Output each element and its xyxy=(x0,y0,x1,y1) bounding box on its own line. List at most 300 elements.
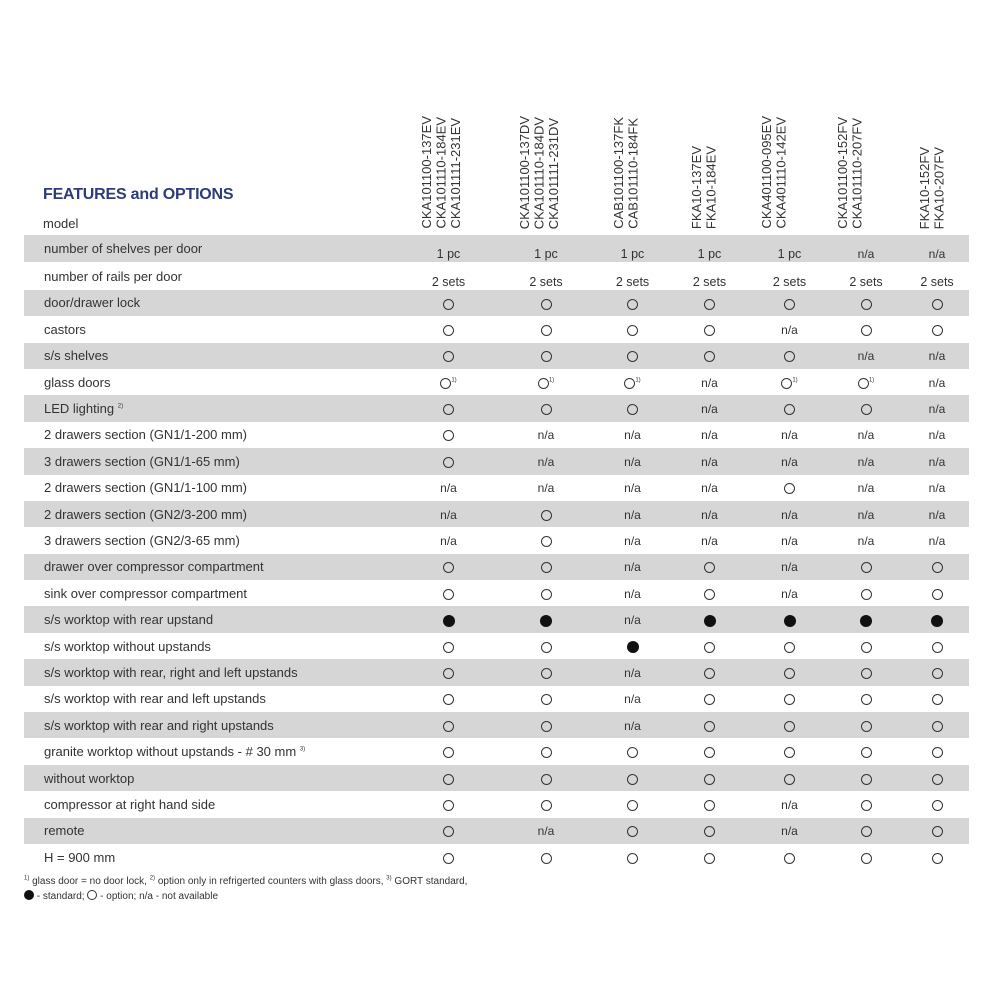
cell-value: n/a xyxy=(857,428,875,443)
option-circle-icon xyxy=(784,747,795,758)
option-circle-icon xyxy=(704,562,715,573)
model-name: FKA10-137EV xyxy=(689,145,704,229)
option-cell xyxy=(827,765,905,791)
option-cell xyxy=(403,343,494,369)
option-cell xyxy=(827,844,905,870)
option-cell xyxy=(752,765,827,791)
not-available-cell xyxy=(752,527,827,553)
option-circle-icon xyxy=(443,642,454,653)
table-row xyxy=(24,580,969,606)
model-label: model xyxy=(43,216,79,231)
option-cell xyxy=(667,554,752,580)
option-cell xyxy=(752,395,827,421)
table-row xyxy=(24,395,969,421)
model-name: CKA101100-152FV xyxy=(835,117,850,229)
option-circle-icon xyxy=(704,826,715,837)
cell-value: n/a xyxy=(701,428,718,443)
option-cell xyxy=(494,343,598,369)
cell-value: n/a xyxy=(701,533,718,548)
not-available-cell xyxy=(905,235,969,262)
not-available-cell xyxy=(827,475,905,501)
legend-option: - option; n/a - not available xyxy=(100,891,219,902)
standard-cell xyxy=(598,633,667,659)
feature-label-text: remote xyxy=(44,823,85,839)
cell-value: n/a xyxy=(537,428,555,443)
option-cell xyxy=(667,686,752,712)
option-circle-icon xyxy=(704,721,715,732)
standard-dot-icon xyxy=(443,615,455,627)
feature-label-text: door/drawer lock xyxy=(44,295,141,311)
cell-value: n/a xyxy=(624,454,641,469)
not-available-cell xyxy=(827,527,905,553)
feature-label xyxy=(24,290,403,316)
option-circle-icon xyxy=(704,694,715,705)
option-cell xyxy=(403,448,494,474)
standard-cell xyxy=(905,606,969,632)
cell-value: n/a xyxy=(537,481,555,496)
footnote-marker: 2) xyxy=(149,875,156,882)
cell-value: n/a xyxy=(928,507,946,522)
value-cell xyxy=(598,235,667,262)
option-cell xyxy=(403,316,494,342)
option-cell xyxy=(752,844,827,870)
cell-value: 2 sets xyxy=(772,274,807,289)
table-row xyxy=(24,738,969,764)
option-cell xyxy=(494,712,598,738)
option-circle-icon xyxy=(932,800,943,811)
option-circle-icon xyxy=(704,774,715,785)
legend-standard: - standard; xyxy=(36,891,85,902)
option-circle-icon xyxy=(861,325,872,336)
not-available-cell xyxy=(905,369,969,395)
option-circle-icon xyxy=(440,378,451,389)
table-row xyxy=(24,501,969,527)
feature-label-text: compressor at right hand side xyxy=(44,796,216,812)
option-circle-icon xyxy=(87,890,97,900)
cell-value: n/a xyxy=(537,824,555,839)
model-name: FKA10-152FV xyxy=(917,146,932,229)
option-circle-icon xyxy=(932,668,943,679)
feature-label-text: 3 drawers section (GN2/3-65 mm) xyxy=(44,532,240,548)
option-cell xyxy=(403,290,494,316)
option-circle-icon xyxy=(861,721,872,732)
feature-label xyxy=(24,527,403,553)
not-available-cell xyxy=(752,554,827,580)
feature-label xyxy=(24,844,403,870)
not-available-cell xyxy=(598,448,667,474)
option-circle-icon xyxy=(541,721,552,732)
not-available-cell xyxy=(598,527,667,553)
feature-label-text: s/s worktop without upstands xyxy=(44,638,211,654)
footnotes xyxy=(24,874,467,904)
option-cell xyxy=(403,712,494,738)
option-cell xyxy=(403,844,494,870)
value-cell xyxy=(494,235,598,262)
standard-dot-icon xyxy=(24,890,34,900)
option-circle-icon xyxy=(541,694,552,705)
feature-label-text: number of rails per door xyxy=(44,268,183,284)
option-circle-icon xyxy=(932,325,943,336)
model-name: FKA10-207FV xyxy=(931,146,947,229)
option-cell xyxy=(752,290,827,316)
feature-label-text: number of shelves per door xyxy=(44,241,203,257)
value-cell xyxy=(667,262,752,289)
not-available-cell xyxy=(598,659,667,685)
option-circle-icon xyxy=(784,299,795,310)
not-available-cell xyxy=(667,501,752,527)
option-cell xyxy=(667,712,752,738)
value-cell xyxy=(598,262,667,289)
not-available-cell xyxy=(827,422,905,448)
option-circle-icon xyxy=(861,404,872,415)
option-circle-icon xyxy=(784,774,795,785)
not-available-cell xyxy=(905,343,969,369)
option-cell xyxy=(494,738,598,764)
option-cell xyxy=(827,290,905,316)
option-circle-icon xyxy=(861,853,872,864)
option-cell xyxy=(403,659,494,685)
option-circle-icon xyxy=(627,853,638,864)
option-circle-icon xyxy=(541,404,552,415)
footnote-line xyxy=(24,874,467,889)
option-cell xyxy=(667,580,752,606)
feature-label xyxy=(24,738,403,764)
table-row xyxy=(24,527,969,553)
not-available-cell xyxy=(598,686,667,712)
option-cell xyxy=(403,554,494,580)
option-circle-icon xyxy=(541,853,552,864)
option-cell xyxy=(494,369,598,395)
not-available-cell xyxy=(905,501,969,527)
page-title: FEATURES and OPTIONS xyxy=(43,186,234,203)
option-cell xyxy=(827,791,905,817)
option-cell xyxy=(905,554,969,580)
option-circle-icon xyxy=(443,457,454,468)
not-available-cell xyxy=(667,395,752,421)
option-cell xyxy=(403,765,494,791)
option-circle-icon xyxy=(627,351,638,362)
option-circle-icon xyxy=(784,404,795,415)
not-available-cell xyxy=(752,501,827,527)
feature-label xyxy=(24,791,403,817)
cell-value: 2 sets xyxy=(920,274,954,289)
feature-label-text: 2 drawers section (GN1/1-200 mm) xyxy=(44,427,248,443)
cell-value: n/a xyxy=(928,428,946,443)
option-circle-icon xyxy=(627,747,638,758)
model-name: CKA101110-184DV xyxy=(531,116,547,229)
footnote-option: option only in refrigerted counters with glass doors, xyxy=(157,876,384,887)
cell-value: n/a xyxy=(624,428,641,443)
feature-label-text: glass doors xyxy=(44,374,111,390)
feature-label xyxy=(24,818,403,844)
cell-value: 1 pc xyxy=(534,247,558,262)
option-cell xyxy=(598,395,667,421)
option-circle-icon xyxy=(627,800,638,811)
option-circle-icon xyxy=(932,826,943,837)
feature-label-text: s/s worktop with rear and left upstands xyxy=(44,691,266,707)
option-circle-icon xyxy=(538,378,549,389)
standard-dot-icon xyxy=(931,615,943,627)
value-cell xyxy=(905,262,969,289)
option-circle-icon xyxy=(541,668,552,679)
standard-dot-icon xyxy=(540,615,552,627)
feature-label xyxy=(24,262,403,289)
not-available-cell xyxy=(905,448,969,474)
option-circle-icon xyxy=(541,510,552,521)
option-cell xyxy=(752,343,827,369)
option-circle-icon xyxy=(443,299,454,310)
option-circle-icon xyxy=(932,774,943,785)
option-cell xyxy=(494,686,598,712)
not-available-cell xyxy=(752,316,827,342)
standard-cell xyxy=(494,606,598,632)
option-circle-icon xyxy=(541,800,552,811)
footnote-marker: 1) xyxy=(868,377,875,384)
cell-value: n/a xyxy=(781,322,798,337)
value-cell xyxy=(827,262,905,289)
option-cell xyxy=(827,395,905,421)
standard-cell xyxy=(667,606,752,632)
table-row xyxy=(24,686,969,712)
feature-label-text: s/s worktop with rear, right and left upstands xyxy=(44,664,298,680)
option-cell xyxy=(827,554,905,580)
model-name: CKA401110-142EV xyxy=(773,117,789,229)
not-available-cell xyxy=(403,501,494,527)
option-circle-icon xyxy=(541,589,552,600)
feature-label xyxy=(24,235,403,262)
option-cell xyxy=(403,738,494,764)
option-circle-icon xyxy=(443,721,454,732)
cell-value: n/a xyxy=(781,586,798,601)
cell-value: n/a xyxy=(701,507,718,522)
option-circle-icon xyxy=(861,694,872,705)
cell-value: n/a xyxy=(857,247,875,262)
not-available-cell xyxy=(827,343,905,369)
cell-value: n/a xyxy=(701,375,718,390)
cell-value: 2 sets xyxy=(615,274,650,289)
footnote-marker: 1) xyxy=(24,875,30,882)
option-cell xyxy=(752,712,827,738)
standard-dot-icon xyxy=(627,641,639,653)
model-name: CAB101100-137FK xyxy=(611,117,626,229)
footnote-glass-door: glass door = no door lock, xyxy=(32,876,147,887)
model-name: CKA101111-231EV xyxy=(448,118,463,229)
footnote-marker: 3) xyxy=(299,746,306,753)
feature-label xyxy=(24,633,403,659)
table-row xyxy=(24,712,969,738)
option-circle-icon xyxy=(704,668,715,679)
not-available-cell xyxy=(667,475,752,501)
option-cell xyxy=(667,738,752,764)
option-circle-icon xyxy=(627,774,638,785)
features-table xyxy=(24,235,969,870)
option-cell xyxy=(403,395,494,421)
not-available-cell xyxy=(905,395,969,421)
cell-value: n/a xyxy=(624,481,641,496)
option-cell xyxy=(905,316,969,342)
option-circle-icon xyxy=(627,325,638,336)
cell-value: n/a xyxy=(701,481,718,496)
option-cell xyxy=(403,580,494,606)
feature-label xyxy=(24,686,403,712)
table-row xyxy=(24,844,969,870)
option-circle-icon xyxy=(541,536,552,547)
option-circle-icon xyxy=(704,747,715,758)
option-cell xyxy=(403,369,494,395)
cell-value: n/a xyxy=(624,586,641,601)
not-available-cell xyxy=(403,527,494,553)
footnote-gort: GORT standard, xyxy=(394,876,468,887)
cell-value: n/a xyxy=(928,375,946,390)
cell-value: 1 pc xyxy=(620,247,645,262)
option-circle-icon xyxy=(704,351,715,362)
not-available-cell xyxy=(494,448,598,474)
cell-value: 2 sets xyxy=(692,274,727,289)
option-circle-icon xyxy=(627,404,638,415)
feature-label xyxy=(24,712,403,738)
option-cell xyxy=(598,290,667,316)
option-cell xyxy=(905,738,969,764)
value-cell xyxy=(403,262,494,289)
cell-value: 2 sets xyxy=(529,274,563,289)
option-circle-icon xyxy=(704,325,715,336)
option-circle-icon xyxy=(861,589,872,600)
table-row xyxy=(24,475,969,501)
cell-value: n/a xyxy=(624,665,641,680)
feature-label xyxy=(24,422,403,448)
option-circle-icon xyxy=(443,404,454,415)
feature-label-text: LED lighting xyxy=(44,401,115,417)
cell-value: n/a xyxy=(928,247,946,262)
option-circle-icon xyxy=(784,483,795,494)
option-cell xyxy=(827,712,905,738)
option-cell xyxy=(494,290,598,316)
option-circle-icon xyxy=(861,747,872,758)
option-cell xyxy=(403,818,494,844)
option-cell xyxy=(827,633,905,659)
cell-value: n/a xyxy=(701,402,718,417)
option-cell xyxy=(494,501,598,527)
option-circle-icon xyxy=(541,325,552,336)
option-cell xyxy=(598,818,667,844)
not-available-cell xyxy=(827,235,905,262)
cell-value: 1 pc xyxy=(697,247,722,262)
not-available-cell xyxy=(598,475,667,501)
value-cell xyxy=(752,235,827,262)
model-name: FKA10-184EV xyxy=(703,145,719,229)
table-row xyxy=(24,818,969,844)
feature-label-text: 2 drawers section (GN2/3-200 mm) xyxy=(44,506,248,522)
option-cell xyxy=(667,290,752,316)
option-circle-icon xyxy=(858,378,869,389)
option-cell xyxy=(752,633,827,659)
option-cell xyxy=(905,633,969,659)
table-row xyxy=(24,606,969,632)
cell-value: n/a xyxy=(928,402,946,417)
standard-cell xyxy=(752,606,827,632)
not-available-cell xyxy=(752,422,827,448)
feature-label-text: without worktop xyxy=(44,770,135,786)
not-available-cell xyxy=(667,422,752,448)
option-circle-icon xyxy=(861,826,872,837)
option-circle-icon xyxy=(541,642,552,653)
option-cell xyxy=(752,686,827,712)
value-cell xyxy=(403,235,494,262)
cell-value: 1 pc xyxy=(436,247,461,262)
option-cell xyxy=(598,369,667,395)
option-circle-icon xyxy=(541,351,552,362)
standard-dot-icon xyxy=(784,615,796,627)
cell-value: n/a xyxy=(624,533,641,548)
option-cell xyxy=(494,844,598,870)
option-circle-icon xyxy=(861,668,872,679)
option-circle-icon xyxy=(784,668,795,679)
option-cell xyxy=(905,844,969,870)
not-available-cell xyxy=(598,554,667,580)
option-circle-icon xyxy=(784,694,795,705)
option-circle-icon xyxy=(861,774,872,785)
table-row xyxy=(24,659,969,685)
value-cell xyxy=(667,235,752,262)
table-row xyxy=(24,791,969,817)
feature-label-text: 2 drawers section (GN1/1-100 mm) xyxy=(44,480,248,496)
feature-label xyxy=(24,501,403,527)
cell-value: n/a xyxy=(781,824,798,839)
feature-label xyxy=(24,765,403,791)
option-cell xyxy=(598,343,667,369)
option-cell xyxy=(494,527,598,553)
not-available-cell xyxy=(905,422,969,448)
table-row xyxy=(24,343,969,369)
model-name: CAB101110-184FK xyxy=(625,118,641,229)
option-circle-icon xyxy=(784,642,795,653)
option-cell xyxy=(667,818,752,844)
feature-label-text: s/s worktop with rear and right upstands xyxy=(44,717,274,733)
model-name: CKA101110-184EV xyxy=(433,117,449,229)
not-available-cell xyxy=(752,818,827,844)
value-cell xyxy=(494,262,598,289)
option-cell xyxy=(905,580,969,606)
table-row xyxy=(24,422,969,448)
feature-label xyxy=(24,395,403,421)
option-circle-icon xyxy=(784,853,795,864)
feature-label-text: H = 900 mm xyxy=(44,849,116,865)
cell-value: n/a xyxy=(624,507,641,522)
feature-label-text: 3 drawers section (GN1/1-65 mm) xyxy=(44,453,240,469)
option-circle-icon xyxy=(704,589,715,600)
option-cell xyxy=(598,765,667,791)
feature-label-text: s/s worktop with rear upstand xyxy=(44,612,214,628)
feature-label-text: castors xyxy=(44,321,86,337)
option-circle-icon xyxy=(932,562,943,573)
option-circle-icon xyxy=(541,299,552,310)
option-cell xyxy=(494,316,598,342)
standard-cell xyxy=(403,606,494,632)
option-cell xyxy=(752,659,827,685)
option-circle-icon xyxy=(861,642,872,653)
table-row xyxy=(24,290,969,316)
option-circle-icon xyxy=(932,589,943,600)
option-circle-icon xyxy=(443,853,454,864)
not-available-cell xyxy=(598,712,667,738)
not-available-cell xyxy=(598,501,667,527)
standard-dot-icon xyxy=(704,615,716,627)
option-circle-icon xyxy=(704,853,715,864)
not-available-cell xyxy=(752,580,827,606)
option-cell xyxy=(905,765,969,791)
option-cell xyxy=(494,791,598,817)
table-row xyxy=(24,369,969,395)
